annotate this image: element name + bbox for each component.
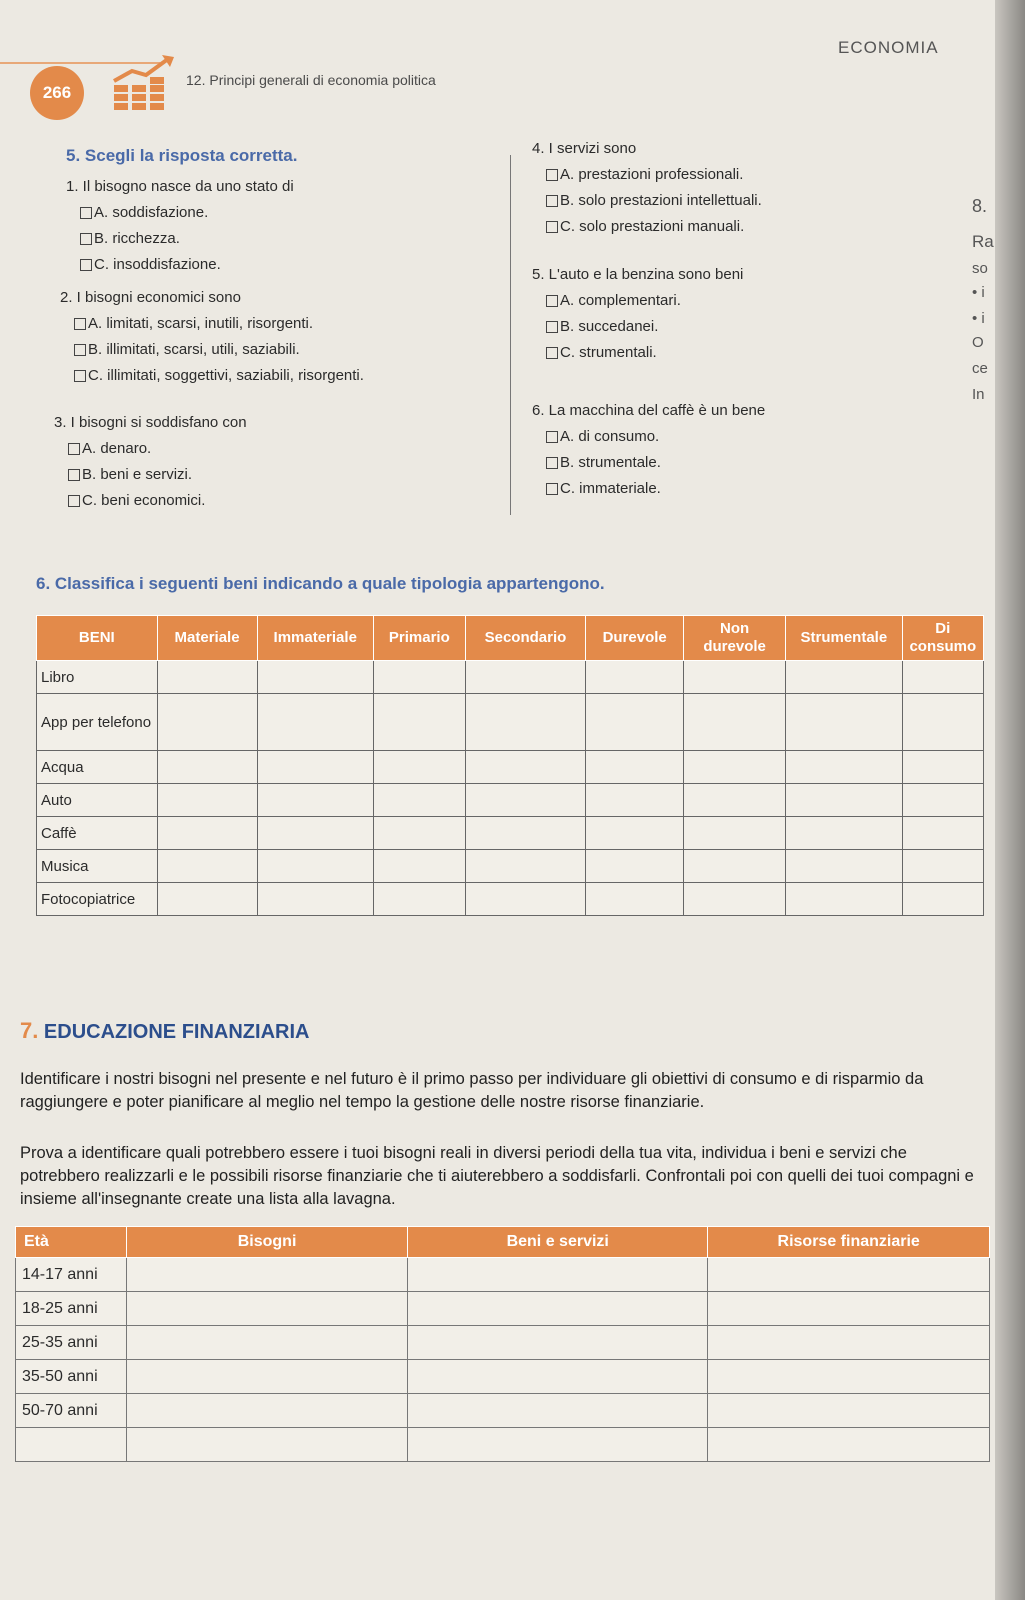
- answer-cell[interactable]: [786, 661, 902, 694]
- answer-cell[interactable]: [684, 694, 786, 751]
- question-stem: 1. Il bisogno nasce da uno stato di: [66, 178, 294, 195]
- answer-cell[interactable]: [465, 850, 586, 883]
- column-header: Risorse finanziarie: [708, 1227, 990, 1258]
- answer-cell[interactable]: [708, 1292, 990, 1326]
- answer-cell[interactable]: [586, 694, 684, 751]
- answer-cell[interactable]: [902, 850, 983, 883]
- row-label: 25-35 anni: [16, 1326, 127, 1360]
- checkbox-icon[interactable]: [74, 344, 86, 356]
- row-label: Libro: [37, 661, 158, 694]
- checkbox-icon[interactable]: [74, 370, 86, 382]
- answer-cell[interactable]: [373, 661, 465, 694]
- answer-cell[interactable]: [157, 883, 257, 916]
- column-header: Beni e servizi: [408, 1227, 708, 1258]
- answer-cell[interactable]: [684, 784, 786, 817]
- answer-option[interactable]: B. solo prestazioni intellettuali.: [532, 188, 762, 214]
- row-label: Musica: [37, 850, 158, 883]
- checkbox-icon[interactable]: [74, 318, 86, 330]
- column-header: Di consumo: [902, 616, 983, 661]
- checkbox-icon[interactable]: [80, 233, 92, 245]
- answer-cell[interactable]: [465, 883, 586, 916]
- question-3: [54, 410, 247, 514]
- answer-option[interactable]: A. limitati, scarsi, inutili, risorgenti.: [60, 311, 364, 337]
- checkbox-icon[interactable]: [546, 347, 558, 359]
- answer-cell[interactable]: [373, 883, 465, 916]
- answer-cell[interactable]: [408, 1258, 708, 1292]
- column-header: Materiale: [157, 616, 257, 661]
- answer-cell[interactable]: [708, 1360, 990, 1394]
- checkbox-icon[interactable]: [546, 321, 558, 333]
- answer-cell[interactable]: [684, 850, 786, 883]
- table-header-row: [37, 616, 984, 661]
- answer-cell[interactable]: [708, 1394, 990, 1428]
- answer-cell[interactable]: [408, 1394, 708, 1428]
- checkbox-icon[interactable]: [80, 207, 92, 219]
- answer-option[interactable]: B. succedanei.: [532, 314, 743, 340]
- column-header: Durevole: [586, 616, 684, 661]
- question-stem: 5. L'auto e la benzina sono beni: [532, 266, 744, 283]
- answer-option[interactable]: B. illimitati, scarsi, utili, saziabili.: [60, 337, 364, 363]
- table-row: [16, 1428, 990, 1462]
- page-number-badge: [30, 66, 84, 120]
- answer-cell[interactable]: [708, 1428, 990, 1462]
- answer-cell[interactable]: [586, 883, 684, 916]
- answer-cell[interactable]: [373, 751, 465, 784]
- answer-cell[interactable]: [708, 1258, 990, 1292]
- bar-chart-icon: [112, 55, 178, 117]
- checkbox-icon[interactable]: [546, 295, 558, 307]
- answer-cell[interactable]: [373, 817, 465, 850]
- financial-planning-table: [15, 1226, 990, 1462]
- checkbox-icon[interactable]: [68, 443, 80, 455]
- answer-option[interactable]: C. insoddisfazione.: [66, 252, 294, 278]
- answer-cell[interactable]: [786, 694, 902, 751]
- answer-cell[interactable]: [902, 784, 983, 817]
- margin-fragment: so: [972, 260, 988, 277]
- answer-cell[interactable]: [786, 751, 902, 784]
- question-stem: 4. I servizi sono: [532, 140, 637, 157]
- row-label: Caffè: [37, 817, 158, 850]
- answer-cell[interactable]: [902, 883, 983, 916]
- margin-fragment: O: [972, 334, 984, 351]
- checkbox-icon[interactable]: [80, 259, 92, 271]
- row-label: 14-17 anni: [16, 1258, 127, 1292]
- question-2: [60, 285, 364, 389]
- answer-cell[interactable]: [157, 661, 257, 694]
- answer-cell[interactable]: [586, 784, 684, 817]
- answer-option[interactable]: A. di consumo.: [532, 424, 765, 450]
- answer-cell[interactable]: [157, 694, 257, 751]
- answer-option[interactable]: A. complementari.: [532, 288, 743, 314]
- checkbox-icon[interactable]: [546, 195, 558, 207]
- table-row: [37, 661, 984, 694]
- row-label: Acqua: [37, 751, 158, 784]
- answer-cell[interactable]: [708, 1326, 990, 1360]
- answer-cell[interactable]: [373, 694, 465, 751]
- margin-fragment: Ra: [972, 232, 994, 251]
- question-1: [66, 174, 294, 278]
- answer-cell[interactable]: [257, 883, 373, 916]
- answer-cell[interactable]: [127, 1326, 408, 1360]
- answer-cell[interactable]: [586, 850, 684, 883]
- table-row: [37, 784, 984, 817]
- table-row: [16, 1326, 990, 1360]
- answer-cell[interactable]: [408, 1428, 708, 1462]
- answer-cell[interactable]: [902, 661, 983, 694]
- answer-cell[interactable]: [586, 751, 684, 784]
- answer-cell[interactable]: [127, 1258, 408, 1292]
- section-7-paragraph-1: Identificare i nostri bisogni nel presente e nel futuro è il primo passo per individuare gli obiettivi di consumo e di risparmio da raggiungere e poter pianificare al meglio nel tempo la gestione delle nostre risorse finanziarie.: [20, 1070, 924, 1111]
- section-7-heading: EDUCAZIONE FINANZIARIA: [43, 1021, 310, 1043]
- checkbox-icon[interactable]: [68, 469, 80, 481]
- table-row: [37, 850, 984, 883]
- answer-cell[interactable]: [586, 661, 684, 694]
- row-label: App per telefono: [37, 694, 158, 751]
- answer-cell[interactable]: [257, 784, 373, 817]
- table-row: [37, 694, 984, 751]
- column-header: Secondario: [465, 616, 586, 661]
- empty-row-cell: [16, 1428, 127, 1462]
- checkbox-icon[interactable]: [68, 495, 80, 507]
- answer-cell[interactable]: [786, 784, 902, 817]
- row-label: Auto: [37, 784, 158, 817]
- question-stem: 3. I bisogni si soddisfano con: [54, 414, 247, 431]
- checkbox-icon[interactable]: [546, 457, 558, 469]
- question-stem: 6. La macchina del caffè è un bene: [532, 402, 766, 419]
- answer-cell[interactable]: [465, 784, 586, 817]
- page-number: 266: [42, 83, 72, 102]
- answer-cell[interactable]: [465, 751, 586, 784]
- answer-cell[interactable]: [408, 1292, 708, 1326]
- answer-option[interactable]: B. strumentale.: [532, 450, 765, 476]
- answer-cell[interactable]: [902, 694, 983, 751]
- answer-cell[interactable]: [127, 1428, 408, 1462]
- answer-cell[interactable]: [127, 1394, 408, 1428]
- running-title: ECONOMIA: [838, 38, 939, 57]
- section-7-paragraph-2: Prova a identificare quali potrebbero essere i tuoi bisogni reali in diversi periodi della tua vita, individua i beni e servizi che potrebbero realizzarli e le possibili risorse finanziarie che ti aiuterebbero a soddisfarli. Confrontali poi con quelli dei tuoi compagni e insieme all'insegnante create una lista alla lavagna.: [20, 1144, 974, 1208]
- table-row: [37, 883, 984, 916]
- answer-option[interactable]: A. denaro.: [54, 436, 247, 462]
- section-7-title: [20, 1018, 309, 1044]
- answer-option[interactable]: B. beni e servizi.: [54, 462, 247, 488]
- section-7-number: 7.: [20, 1018, 39, 1043]
- answer-cell[interactable]: [408, 1360, 708, 1394]
- answer-cell[interactable]: [257, 661, 373, 694]
- answer-option[interactable]: B. ricchezza.: [66, 226, 294, 252]
- answer-cell[interactable]: [373, 784, 465, 817]
- section-5-title: 5. Scegli la risposta corretta.: [66, 146, 298, 165]
- question-6: [532, 398, 765, 502]
- row-label: Fotocopiatrice: [37, 883, 158, 916]
- answer-cell[interactable]: [586, 817, 684, 850]
- classification-table: [36, 615, 984, 916]
- answer-cell[interactable]: [684, 661, 786, 694]
- row-label: 18-25 anni: [16, 1292, 127, 1326]
- checkbox-icon[interactable]: [546, 483, 558, 495]
- column-header: Immateriale: [257, 616, 373, 661]
- table-row: [16, 1360, 990, 1394]
- column-header: Primario: [373, 616, 465, 661]
- answer-option[interactable]: C. strumentali.: [532, 340, 743, 366]
- column-header: Bisogni: [127, 1227, 408, 1258]
- answer-cell[interactable]: [465, 694, 586, 751]
- table-row: [16, 1258, 990, 1292]
- row-label: 35-50 anni: [16, 1360, 127, 1394]
- row-label: 50-70 anni: [16, 1394, 127, 1428]
- margin-fragment: 8.: [972, 196, 988, 216]
- answer-cell[interactable]: [127, 1360, 408, 1394]
- margin-fragment: In: [972, 386, 985, 403]
- answer-option[interactable]: A. prestazioni professionali.: [532, 162, 762, 188]
- answer-option[interactable]: C. beni economici.: [54, 488, 247, 514]
- answer-cell[interactable]: [127, 1292, 408, 1326]
- answer-cell[interactable]: [157, 850, 257, 883]
- answer-cell[interactable]: [157, 784, 257, 817]
- table-row: [37, 817, 984, 850]
- checkbox-icon[interactable]: [546, 169, 558, 181]
- answer-cell[interactable]: [257, 694, 373, 751]
- question-5: [532, 262, 743, 366]
- answer-cell[interactable]: [157, 751, 257, 784]
- column-header: Età: [16, 1227, 127, 1258]
- table-row: [37, 751, 984, 784]
- answer-cell[interactable]: [786, 850, 902, 883]
- table-row: [16, 1394, 990, 1428]
- checkbox-icon[interactable]: [546, 221, 558, 233]
- answer-cell[interactable]: [373, 850, 465, 883]
- answer-option[interactable]: A. soddisfazione.: [66, 200, 294, 226]
- question-4: [532, 136, 762, 240]
- answer-cell[interactable]: [408, 1326, 708, 1360]
- answer-cell[interactable]: [684, 751, 786, 784]
- answer-cell[interactable]: [257, 751, 373, 784]
- margin-fragment: • i: [972, 310, 985, 327]
- answer-cell[interactable]: [465, 661, 586, 694]
- answer-cell[interactable]: [902, 751, 983, 784]
- answer-cell[interactable]: [684, 883, 786, 916]
- answer-option[interactable]: C. immateriale.: [532, 476, 765, 502]
- table-header-row: [16, 1227, 990, 1258]
- answer-cell[interactable]: [465, 817, 586, 850]
- answer-cell[interactable]: [684, 817, 786, 850]
- page-edge: [995, 0, 1025, 1600]
- answer-option[interactable]: C. illimitati, soggettivi, saziabili, risorgenti.: [60, 363, 364, 389]
- margin-fragment: • i: [972, 284, 985, 301]
- answer-cell[interactable]: [257, 817, 373, 850]
- column-header: BENI: [37, 616, 158, 661]
- checkbox-icon[interactable]: [546, 431, 558, 443]
- answer-cell[interactable]: [786, 817, 902, 850]
- column-divider: [510, 155, 511, 515]
- margin-fragment: ce: [972, 360, 988, 377]
- answer-cell[interactable]: [257, 850, 373, 883]
- column-header: Strumentale: [786, 616, 902, 661]
- chapter-title: 12. Principi generali di economia politica: [186, 72, 436, 88]
- answer-cell[interactable]: [902, 817, 983, 850]
- column-header: Non durevole: [684, 616, 786, 661]
- section-6-title: 6. Classifica i seguenti beni indicando a quale tipologia appartengono.: [36, 574, 605, 593]
- answer-cell[interactable]: [157, 817, 257, 850]
- answer-cell[interactable]: [786, 883, 902, 916]
- answer-option[interactable]: C. solo prestazioni manuali.: [532, 214, 762, 240]
- table-row: [16, 1292, 990, 1326]
- question-stem: 2. I bisogni economici sono: [60, 289, 241, 306]
